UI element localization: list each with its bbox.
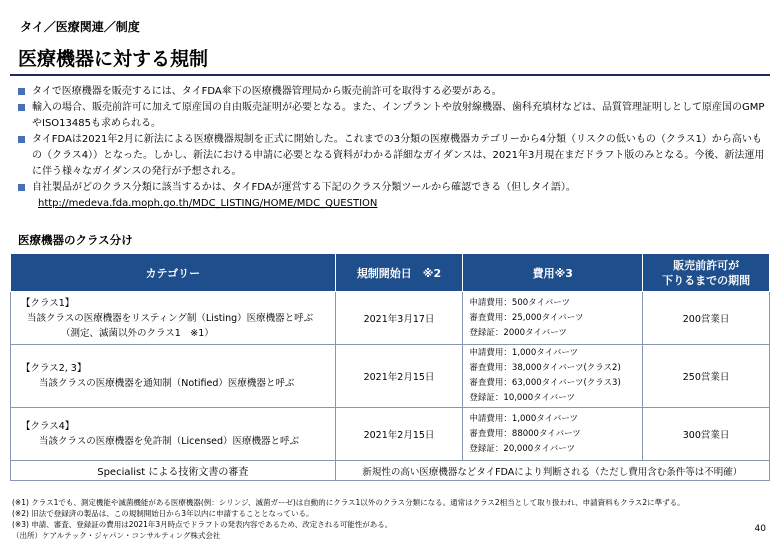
page-title: 医療機器に対する規制 bbox=[18, 48, 209, 70]
fee-line: 申請費用：500タイバーツ bbox=[469, 297, 570, 308]
footnote: (※3) 申請、審査、登録証の費用は2021年3月時点でドラフトの発表内容であるため、改定される可能性がある。 bbox=[12, 520, 393, 529]
bullet-list bbox=[18, 84, 770, 212]
square-bullet-icon bbox=[18, 136, 25, 143]
fee-line: 審査費用：63,000タイバーツ(クラス3) bbox=[469, 378, 621, 388]
class-label: 【クラス1】 bbox=[21, 297, 75, 309]
fee-line: 登録証：20,000タイバーツ bbox=[469, 443, 575, 454]
square-bullet-icon bbox=[18, 104, 25, 111]
fee-line: 審査費用：25,000タイバーツ bbox=[469, 312, 584, 323]
header-approval-period: 販売前許可が 下りるまでの期間 bbox=[643, 254, 770, 292]
bullet-text: 輸入の場合、販売前許可に加えて原産国の自由販売証明が必要となる。また、インプラントや放射線機器、歯科充填材などは、品質管理証明しとして原産国のGMPやISO13485も求められる。 bbox=[32, 102, 765, 129]
table-row bbox=[11, 345, 770, 408]
specialist-note-cell: 新規性の高い医療機器などタイFDAにより判断される（ただし費用含む条件等は不明確） bbox=[335, 461, 769, 481]
table-row-specialist bbox=[11, 461, 770, 481]
bullet-item bbox=[18, 132, 770, 180]
class-label: 【クラス2, 3】 bbox=[21, 363, 87, 374]
period-cell: 300営業日 bbox=[643, 408, 770, 461]
fee-line: 審査費用：88000タイバーツ bbox=[469, 428, 581, 439]
classification-tool-link[interactable]: http://medeva.fda.moph.go.th/MDC_LISTING/HOME/MDC_QUESTION bbox=[38, 198, 378, 209]
fee-line: 登録証：10,000タイバーツ bbox=[469, 393, 575, 403]
table-row bbox=[11, 292, 770, 345]
fee-line: 登録証：2000タイバーツ bbox=[469, 327, 567, 338]
period-cell: 250営業日 bbox=[643, 345, 770, 408]
category-cell bbox=[11, 292, 336, 345]
footnote: (※2) 旧法で登録済の製品は、この規制開始日から3年以内に申請することとなっている。 bbox=[12, 509, 314, 518]
bullet-item bbox=[18, 180, 770, 196]
class-description: 当該クラスの医療機器を通知制（Notified）医療機器と呼ぶ bbox=[39, 378, 295, 389]
header-category: カテゴリー bbox=[11, 254, 336, 292]
fee-line: 申請費用：1,000タイバーツ bbox=[469, 348, 579, 358]
category-cell bbox=[11, 408, 336, 461]
title-divider bbox=[10, 74, 770, 76]
class-description: 当該クラスの医療機器をリスティング制（Listing）医療機器と呼ぶ bbox=[27, 312, 314, 324]
class-description: 当該クラスの医療機器を免許制（Licensed）医療機器と呼ぶ bbox=[39, 436, 300, 447]
table-row bbox=[11, 408, 770, 461]
period-cell: 200営業日 bbox=[643, 292, 770, 345]
footnote: (※1) クラス1でも、測定機能や滅菌機能がある医療機器(例：シリンジ、滅菌ガーゼ)は自動的にクラス1以外のクラス分類になる。通常はクラス2相当として取り扱われ、申請資料もクラス2に準ずる。 bbox=[12, 498, 685, 507]
class-table bbox=[10, 253, 770, 481]
specialist-review-cell: Specialist による技術文書の審査 bbox=[11, 461, 336, 481]
start-date-cell: 2021年2月15日 bbox=[335, 345, 463, 408]
square-bullet-icon bbox=[18, 184, 25, 191]
page-number: 40 bbox=[754, 524, 766, 534]
fees-cell bbox=[463, 408, 643, 461]
class-label: 【クラス4】 bbox=[21, 421, 75, 432]
source-note: （出所）ケアルテック・ジャパン・コンサルティング株式会社 bbox=[12, 531, 221, 540]
section-heading: 医療機器のクラス分け bbox=[18, 233, 133, 247]
start-date-cell: 2021年2月15日 bbox=[335, 408, 463, 461]
bullet-text: タイで医療機器を販売するには、タイFDA傘下の医療機器管理局から販売前許可を取得する必要がある。 bbox=[32, 86, 502, 97]
square-bullet-icon bbox=[18, 88, 25, 95]
bullet-item bbox=[18, 84, 770, 100]
breadcrumb: タイ／医療関連／制度 bbox=[20, 20, 140, 34]
class-note: （測定、滅菌以外のクラス1 ※1） bbox=[61, 327, 214, 339]
header-fees: 費用※3 bbox=[463, 254, 643, 292]
start-date-cell: 2021年3月17日 bbox=[335, 292, 463, 345]
category-cell bbox=[11, 345, 336, 408]
fees-cell bbox=[463, 292, 643, 345]
bullet-text: 自社製品がどのクラス分類に該当するかは、タイFDAが運営する下記のクラス分類ツールから確認できる（但しタイ語）。 bbox=[32, 182, 576, 193]
header-start-date: 規制開始日 ※2 bbox=[335, 254, 463, 292]
table-header-row bbox=[11, 254, 770, 292]
bullet-text: タイFDAは2021年2月に新法による医療機器規制を正式に開始した。これまでの3分類の医療機器カテゴリーから4分類（リスクの低いもの（クラス1）から高いもの（クラス4））となった。しかし、新法における申請に必要となる資料がわかる詳細なガイダンスは、2021年3月現在まだドラフト版のみとなる。今後、新法運用に伴う様々なガイダンスの発行が予想される。 bbox=[32, 134, 765, 177]
bullet-item bbox=[18, 100, 770, 132]
fee-line: 申請費用：1,000タイバーツ bbox=[469, 413, 579, 424]
fees-cell bbox=[463, 345, 643, 408]
fee-line: 審査費用：38,000タイバーツ(クラス2) bbox=[469, 363, 621, 373]
footnotes bbox=[12, 497, 752, 530]
